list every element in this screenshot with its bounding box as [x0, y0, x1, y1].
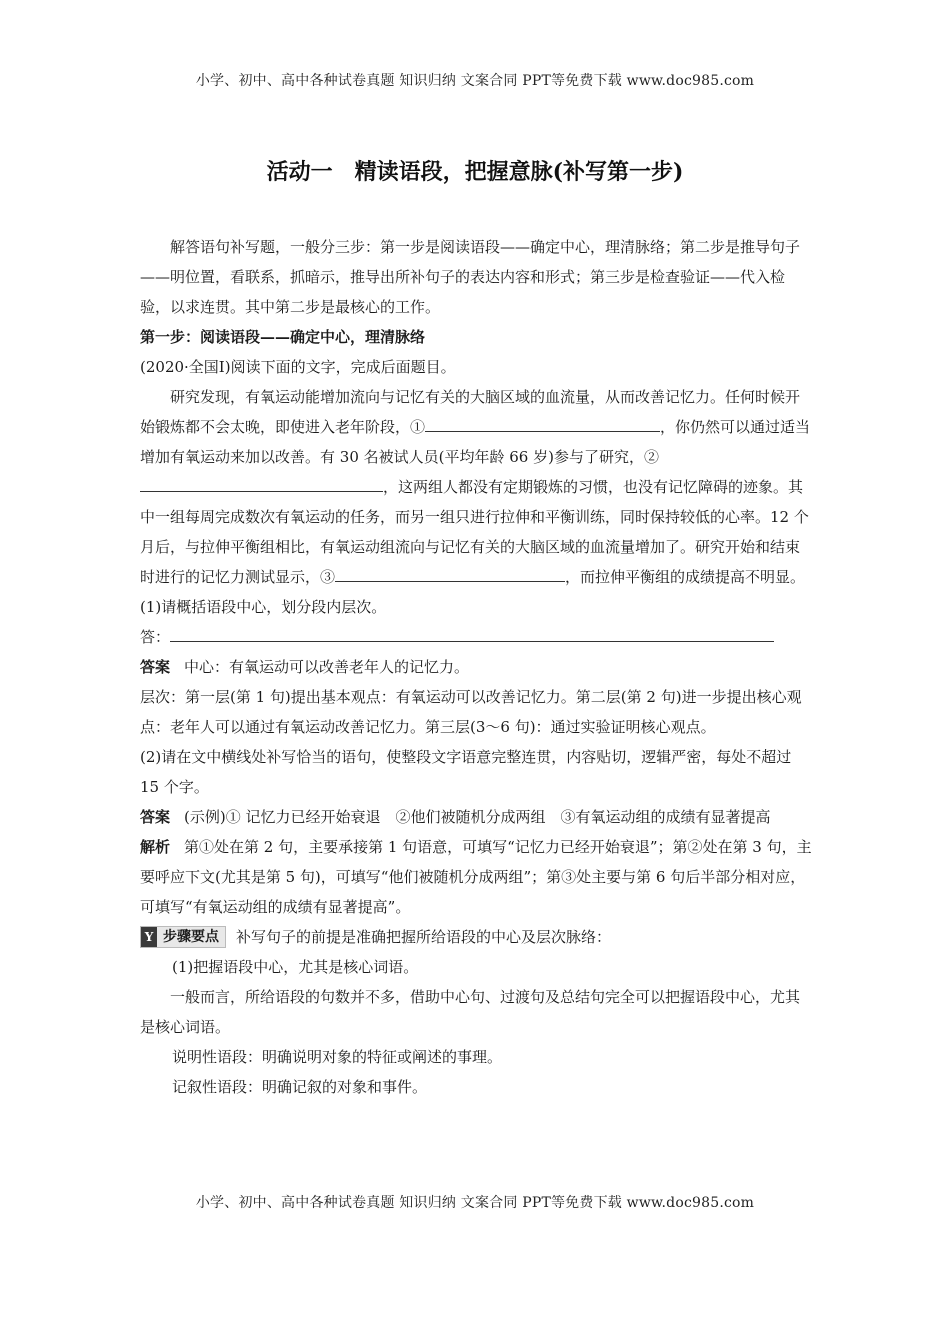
answer-2 — [140, 802, 812, 832]
page-title: 活动一 精读语段，把握意脉(补写第一步) — [266, 159, 684, 185]
passage-sentence-4: ，而拉伸平衡组的成绩提高不明显。 — [565, 568, 806, 586]
blank-3-field[interactable] — [335, 563, 565, 582]
question-1: (1)请概括语段中心，划分段内层次。 — [140, 598, 387, 616]
y-icon: Y — [141, 927, 157, 947]
answer-label: 答案 — [140, 808, 171, 826]
analysis-text: 第①处在第 2 句，主要承接第 1 句语意，可填写“记忆力已经开始衰退”；第②处在第 3 句，主要呼应下文(尤其是第 5 句)，可填写“他们被随机分成两组”；第③处主要与第 6 句后半部分相对应，可填写“有氧运动组的成绩有显著提高”。 — [140, 838, 812, 916]
step-points-row — [140, 922, 812, 952]
answer-1-center — [140, 652, 812, 682]
answer-2-text: (示例)① 记忆力已经开始衰退 ②他们被随机分成两组 ③有氧运动组的成绩有显著提高 — [184, 808, 771, 826]
step-badge-text: 步骤要点 — [163, 929, 219, 945]
blank-2-field[interactable] — [140, 473, 383, 492]
point-1-detail: 一般而言，所给语段的句数并不多，借助中心句、过渡句及总结句完全可以把握语段中心，尤其是核心词语。 — [140, 988, 801, 1036]
expository-note: 说明性语段：明确说明对象的特征或阐述的事理。 — [172, 1048, 503, 1066]
passage-paragraph — [140, 382, 812, 592]
page-header: 小学、初中、高中各种试卷真题 知识归纳 文案合同 PPT等免费下载 www.doc985.com — [195, 73, 755, 89]
passage-sentence-3: ，这两组人都没有定期锻炼的习惯，也没有记忆障碍的迹象。其中一组每周完成数次有氧运动的任务，而另一组只进行拉伸和平衡训练，同时保持较低的心率。12 个月后，与拉伸平衡组相比，有氧运动组流向与记忆有关的大脑区域的血流量增加了。研究开始和结束时进行的记忆力测试显示，③ — [140, 478, 809, 586]
page-footer: 小学、初中、高中各种试卷真题 知识归纳 文案合同 PPT等免费下载 www.doc985.com — [195, 1195, 755, 1211]
answer-line — [140, 622, 812, 652]
passage-sentence-2: ，你仍然可以通过适当增加有氧运动来加以改善。有 30 名被试人员(平均年龄 66 岁)参与了研究，② — [140, 418, 811, 466]
answer-input-field[interactable] — [170, 623, 774, 642]
answer-1-center-text: 中心：有氧运动可以改善老年人的记忆力。 — [184, 658, 470, 676]
blank-1-field[interactable] — [425, 413, 660, 432]
passage-sentence-1: 研究发现，有氧运动能增加流向与记忆有关的大脑区域的血流量，从而改善记忆力。任何时候开始锻炼都不会太晚，即使进入老年阶段，① — [140, 388, 801, 436]
step-intro: 补写句子的前提是准确把握所给语段的中心及层次脉络： — [236, 928, 612, 946]
answer-prefix: 答： — [140, 628, 171, 646]
point-1: (1)把握语段中心，尤其是核心词语。 — [172, 958, 419, 976]
analysis-label: 解析 — [140, 838, 171, 856]
source-line: (2020·全国Ⅰ)阅读下面的文字，完成后面题目。 — [140, 358, 456, 376]
narrative-note: 记叙性语段：明确记叙的对象和事件。 — [172, 1078, 428, 1096]
question-2: (2)请在文中横线处补写恰当的语句，使整段文字语意完整连贯，内容贴切，逻辑严密，每处不超过 15 个字。 — [140, 748, 792, 796]
intro-paragraph: 解答语句补写题，一般分三步：第一步是阅读语段——确定中心，理清脉络；第二步是推导句子——明位置，看联系，抓暗示，推导出所补句子的表达内容和形式；第三步是检查验证——代入检验，以求连贯。其中第二步是最核心的工作。 — [140, 238, 801, 316]
answer-label: 答案 — [140, 658, 171, 676]
step1-heading: 第一步：阅读语段——确定中心，理清脉络 — [140, 328, 426, 346]
document-body — [140, 232, 812, 1102]
analysis — [140, 832, 812, 922]
step-points-badge — [140, 926, 226, 948]
answer-1-levels: 层次：第一层(第 1 句)提出基本观点：有氧运动可以改善记忆力。第二层(第 2 句)进一步提出核心观点：老年人可以通过有氧运动改善记忆力。第三层(3～6 句)：通过实验证明核心观点。 — [140, 688, 802, 736]
